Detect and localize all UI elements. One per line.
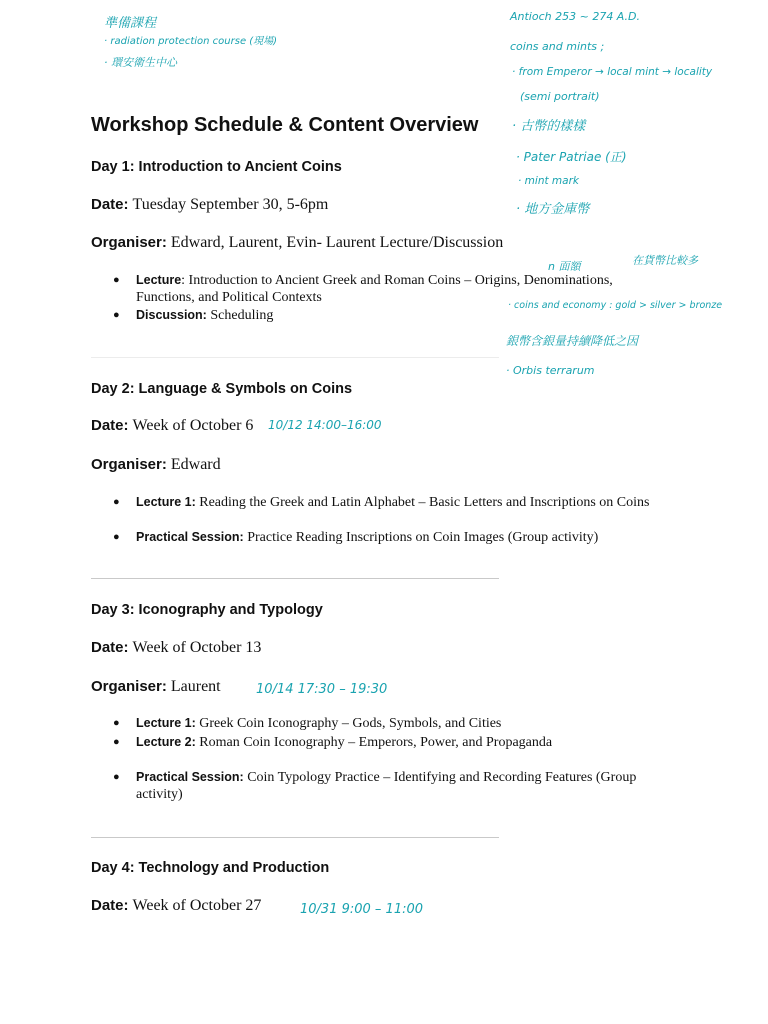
handwritten-note-mid-1: n 面額 (548, 260, 581, 273)
day2-date-value: Week of October 6 (132, 417, 254, 434)
day2-heading: Day 2: Language & Symbols on Coins (91, 381, 353, 397)
day1-lecture-text: : Introduction to Ancient Greek and Roman Coins – Origins, Denominations, Functions, and Political Contexts (136, 273, 613, 305)
day3-practical-item (113, 769, 673, 803)
day2-organiser (91, 456, 221, 474)
divider (91, 578, 499, 579)
handwritten-note-mid-5: · Orbis terrarum (506, 364, 595, 377)
day3-date-value: Week of October 13 (132, 639, 262, 656)
day3-heading: Day 3: Iconography and Typology (91, 602, 323, 618)
handwritten-time-day4: 10/31 9:00 – 11:00 (300, 902, 424, 917)
day3-organiser (91, 678, 221, 696)
day4-date (91, 897, 261, 915)
lecture1-label: Lecture 1: (136, 716, 196, 730)
organiser-label: Organiser: (91, 234, 167, 251)
divider (91, 357, 499, 358)
handwritten-note-right-3: · from Emperor → local mint → locality (512, 66, 713, 78)
divider (91, 837, 499, 838)
handwritten-note-right-7: · mint mark (518, 175, 579, 187)
day4-date-value: Week of October 27 (132, 897, 262, 914)
handwritten-time-day2: 10/12 14:00–16:00 (268, 418, 382, 432)
discussion-label: Discussion: (136, 308, 207, 322)
bullet-icon: ● (113, 717, 120, 729)
handwritten-note-right-2: coins and mints ; (510, 40, 605, 53)
handwritten-note-right-1: Antioch 253 ~ 274 A.D. (510, 10, 641, 23)
date-label: Date: (91, 897, 129, 914)
bullet-icon: ● (113, 736, 120, 748)
bullet-icon: ● (113, 309, 120, 321)
day1-organiser (91, 234, 503, 252)
lecture2-label: Lecture 2: (136, 735, 196, 749)
handwritten-note-top-left-1: 準備課程 (104, 16, 157, 31)
handwritten-note-top-left-2: · radiation protection course (現場) (104, 36, 278, 47)
day3-lecture2-item (113, 734, 673, 751)
day1-date-value: Tuesday September 30, 5-6pm (132, 196, 329, 213)
day1-heading: Day 1: Introduction to Ancient Coins (91, 159, 342, 175)
handwritten-note-right-6: · Pater Patriae (正) (516, 150, 627, 164)
day3-lecture1-item (113, 715, 673, 732)
day3-organiser-value: Laurent (170, 678, 221, 695)
date-label: Date: (91, 417, 129, 434)
lecture-label: Lecture (136, 273, 182, 287)
day2-practical-text: Practice Reading Inscriptions on Coin Images (Group activity) (247, 530, 599, 545)
handwritten-note-mid-3: · coins and economy : gold > silver > bronze (508, 300, 723, 311)
practical-label: Practical Session: (136, 770, 244, 784)
date-label: Date: (91, 639, 129, 656)
day2-lecture1-item (113, 494, 673, 511)
handwritten-time-day3: 10/14 17:30 – 19:30 (256, 682, 388, 697)
handwritten-note-top-left-3: · 環安衛生中心 (104, 56, 177, 69)
bullet-icon: ● (113, 274, 120, 286)
handwritten-note-right-8: · 地方金庫幣 (516, 202, 590, 217)
day2-lecture1-text: Reading the Greek and Latin Alphabet – Basic Letters and Inscriptions on Coins (199, 495, 650, 510)
page-title: Workshop Schedule & Content Overview (91, 114, 479, 136)
day3-date (91, 639, 261, 657)
date-label: Date: (91, 196, 129, 213)
handwritten-note-right-5: · 古幣的樣樣 (512, 119, 586, 134)
organiser-label: Organiser: (91, 678, 167, 695)
bullet-icon: ● (113, 496, 120, 508)
bullet-icon: ● (113, 771, 120, 783)
organiser-label: Organiser: (91, 456, 167, 473)
day3-practical-text: Coin Typology Practice – Identifying and Recording Features (Group activity) (136, 770, 637, 802)
practical-label: Practical Session: (136, 530, 244, 544)
handwritten-note-right-4: (semi portrait) (520, 90, 600, 103)
day1-organiser-value: Edward, Laurent, Evin- Laurent Lecture/Discussion (170, 234, 504, 251)
day2-organiser-value: Edward (170, 456, 221, 473)
lecture1-label: Lecture 1: (136, 495, 196, 509)
day3-lecture2-text: Roman Coin Iconography – Emperors, Power, and Propaganda (199, 735, 553, 750)
day3-lecture1-text: Greek Coin Iconography – Gods, Symbols, and Cities (199, 716, 502, 731)
day2-practical-item (113, 529, 673, 546)
day4-heading: Day 4: Technology and Production (91, 860, 330, 876)
handwritten-note-mid-2: 在貨幣比較多 (632, 254, 698, 267)
day2-date (91, 417, 253, 435)
day1-date (91, 196, 328, 214)
bullet-icon: ● (113, 531, 120, 543)
handwritten-note-mid-4: 銀幣含銀量持續降低之因 (506, 334, 639, 348)
day1-discussion-text: Scheduling (210, 308, 274, 323)
